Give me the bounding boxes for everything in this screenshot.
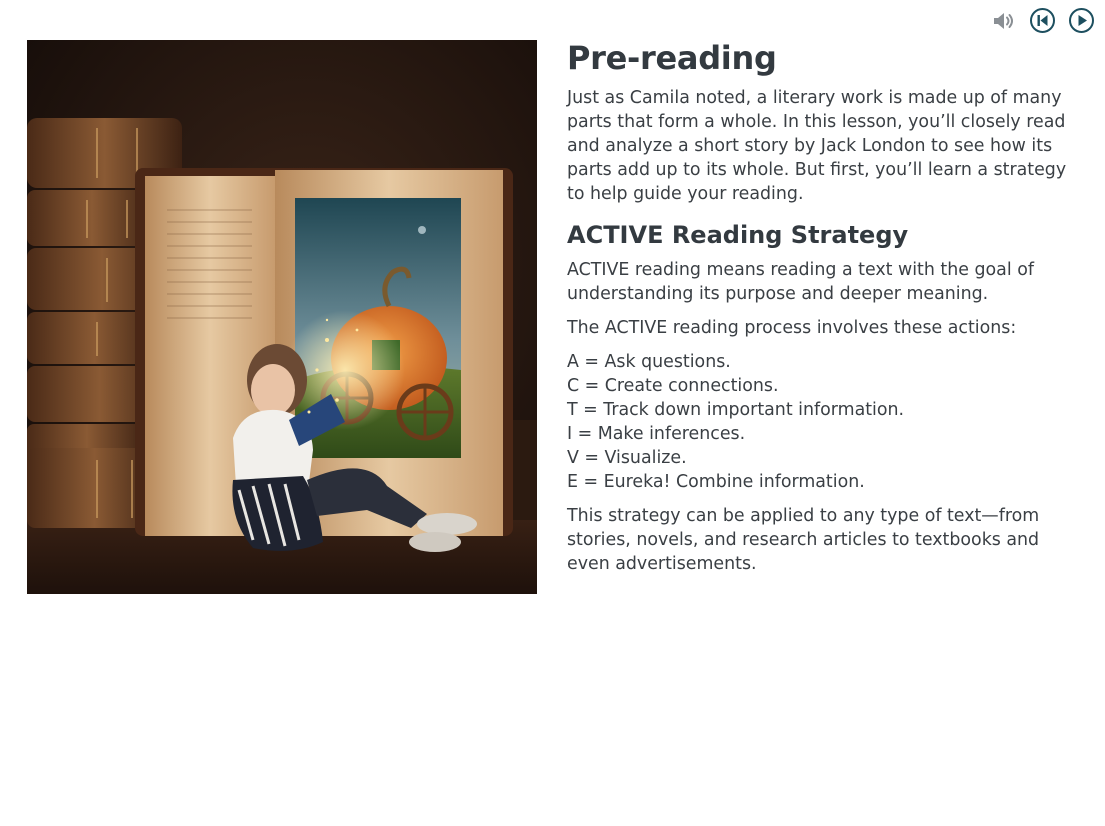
active-steps-list: [567, 350, 1087, 494]
process-intro-paragraph: The ACTIVE reading process involves these actions:: [567, 318, 1017, 338]
play-button[interactable]: [1068, 7, 1095, 34]
list-item: T = Track down important information.: [567, 400, 905, 420]
play-icon: [1068, 7, 1095, 34]
closing-paragraph: This strategy can be applied to any type of text—from stories, novels, and research articles to textbooks and even advertisements.: [567, 506, 1040, 574]
definition-paragraph: ACTIVE reading means reading a text with the goal of understanding its purpose and deeper meaning.: [567, 260, 1034, 304]
previous-icon: [1029, 7, 1056, 34]
audio-controls: [991, 7, 1095, 34]
girl-reading-storybook-illustration: [27, 40, 537, 594]
page-title: Pre-reading: [567, 39, 777, 77]
list-item: A = Ask questions.: [567, 352, 731, 372]
list-item: C = Create connections.: [567, 376, 779, 396]
list-item: I = Make inferences.: [567, 424, 746, 444]
list-item: E = Eureka! Combine information.: [567, 472, 865, 492]
intro-paragraph: Just as Camila noted, a literary work is made up of many parts that form a whole. In this lesson, you’ll closely read and analyze a short story by Jack London to see how its parts add up to its whole. But first, you’ll learn a strategy to help guide your reading.: [567, 88, 1067, 204]
speaker-icon[interactable]: [991, 9, 1017, 33]
section-title: ACTIVE Reading Strategy: [567, 221, 909, 249]
lesson-illustration: [27, 40, 537, 594]
list-item: V = Visualize.: [567, 448, 687, 468]
previous-button[interactable]: [1029, 7, 1056, 34]
lesson-content: [567, 38, 1087, 586]
